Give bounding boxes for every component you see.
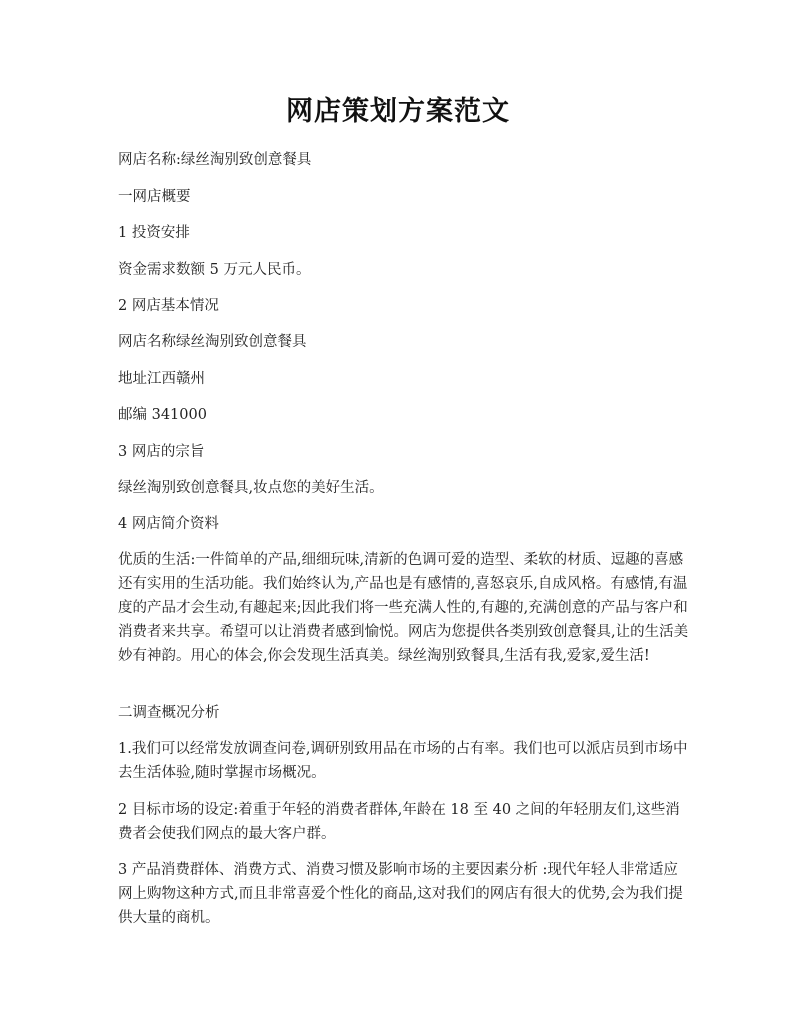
paragraph-postcode: 邮编 341000 xyxy=(118,407,207,423)
document-title: 网店策划方案范文 xyxy=(286,96,510,127)
paragraph-slogan: 绿丝淘别致创意餐具,妆点您的美好生活。 xyxy=(118,480,384,496)
paragraph-survey-1: 1.我们可以经常发放调查问卷,调研别致用品在市场的占有率。我们也可以派店员到市场中去生活体验,随时掌握市场概况。 xyxy=(118,741,688,781)
paragraph-shop-name: 网店名称:绿丝淘别致创意餐具 xyxy=(118,152,312,168)
heading-profile: 4 网店简介资料 xyxy=(118,516,219,532)
paragraph-survey-2: 2 目标市场的设定:着重于年轻的消费者群体,年龄在 18 至 40 之间的年轻朋友们,这些消费者会使我们网点的最大客户群。 xyxy=(118,802,680,842)
paragraph-profile-body: 优质的生活:一件简单的产品,细细玩味,清新的色调可爱的造型、柔软的材质、逗趣的喜感还有实用的生活功能。我们始终认为,产品也是有感情的,喜怒哀乐,自成风格。有感情,有温度的产品才会生动,有趣起来;因此我们将一些充满人性的,有趣的,充满创意的产品与客户和消费者来共享。希望可以让消费者感到愉悦。网店为您提供各类别致创意餐具,让的生活美妙有神韵。用心的体会,你会发现生活真美。绿丝淘别致餐具,生活有我,爱家,爱生活! xyxy=(118,552,689,664)
heading-overview: 一网店概要 xyxy=(118,189,191,205)
heading-purpose: 3 网店的宗旨 xyxy=(118,444,205,460)
paragraph-address: 地址江西赣州 xyxy=(118,371,205,387)
heading-investment: 1 投资安排 xyxy=(118,225,190,241)
paragraph-shop-name-2: 网店名称绿丝淘别致创意餐具 xyxy=(118,334,307,350)
heading-basic-info: 2 网店基本情况 xyxy=(118,298,219,314)
heading-survey: 二调查概况分析 xyxy=(118,705,220,721)
paragraph-survey-3: 3 产品消费群体、消费方式、消费习惯及影响市场的主要因素分析 :现代年轻人非常适应网上购物这种方式,而且非常喜爱个性化的商品,这对我们的网店有很大的优势,会为我们提供大量的商机。 xyxy=(118,862,683,926)
paragraph-funding: 资金需求数额 5 万元人民币。 xyxy=(118,262,311,278)
